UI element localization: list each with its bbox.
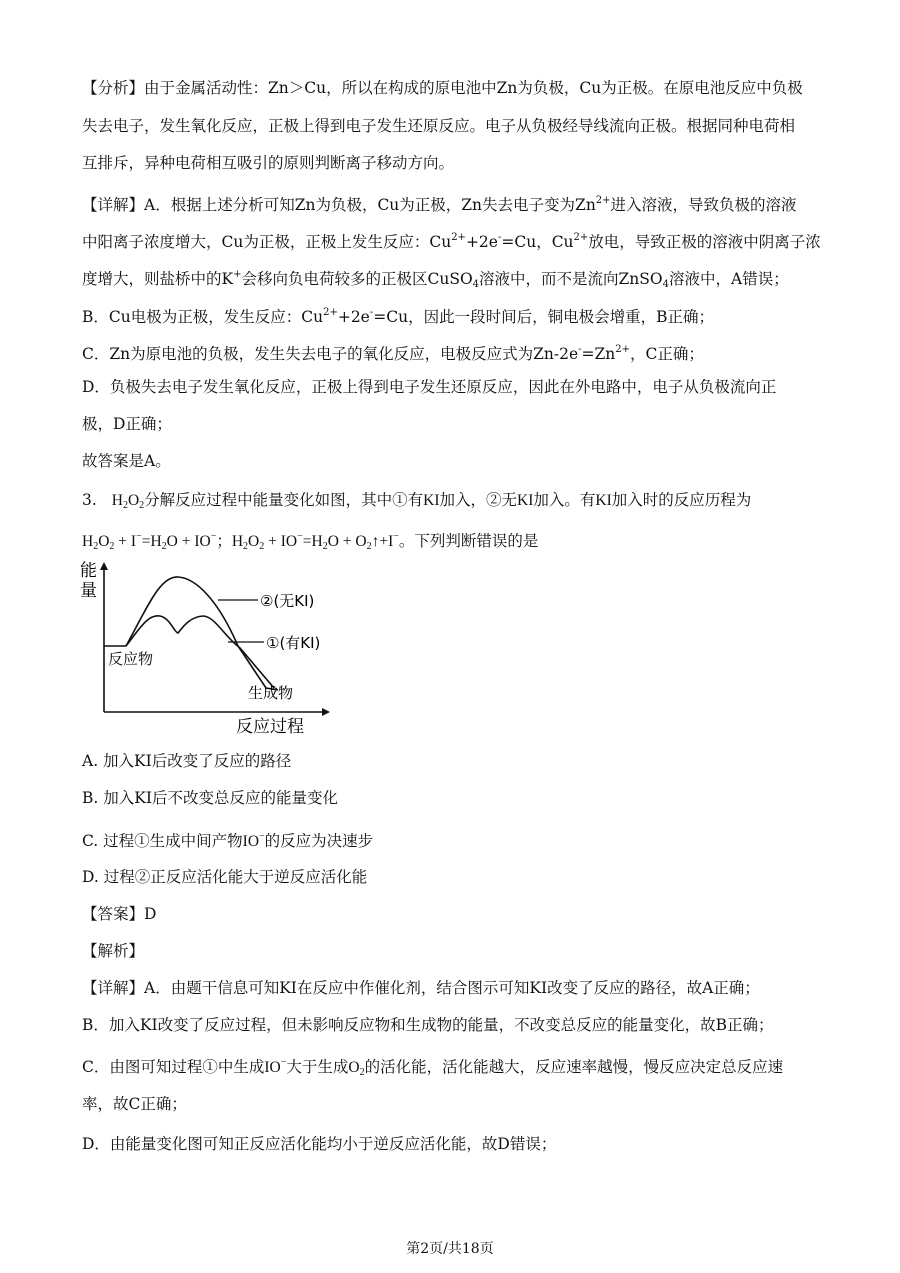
- subscript: 4: [472, 279, 480, 290]
- energy-diagram: [78, 556, 338, 736]
- text: 的反应为决速步: [264, 832, 374, 850]
- superscript: −: [210, 531, 217, 542]
- text: B．Cu电极为正极，发生反应：Cu: [82, 308, 324, 326]
- formula: KI: [517, 492, 534, 509]
- subscript: 2: [243, 541, 249, 552]
- conclusion: 故答案是A。: [82, 452, 171, 470]
- subscript: 2: [259, 541, 265, 552]
- superscript: +: [233, 269, 242, 280]
- text: =Cu，Cu: [501, 233, 574, 251]
- formula: KI: [595, 492, 612, 509]
- text: 【详解】A．根据上述分析可知Zn为负极，Cu为正极，Zn失去电子变为Zn: [82, 196, 596, 214]
- text: C．由图可知过程①中生成: [82, 1058, 265, 1076]
- text: C．Zn为原电池的负极，发生失去电子的氧化反应，电极反应式为Zn-2e: [82, 345, 579, 363]
- text: 加入时的反应历程为: [611, 491, 752, 509]
- text: 溶液中，而不是流向ZnSO: [479, 270, 663, 288]
- text: IO: [264, 1059, 281, 1076]
- detail-d-line-2: 极，D正确；: [82, 415, 172, 433]
- formula: [264, 1059, 286, 1076]
- explain-d: D．由能量变化图可知正反应活化能均小于逆反应活化能，故D错误；: [82, 1135, 557, 1153]
- text: 放电，导致正极的溶液中阴离子浓: [588, 233, 821, 251]
- text: H: [111, 492, 123, 509]
- option-a: A. 加入KI后改变了反应的路径: [82, 752, 292, 770]
- subscript: 2: [122, 500, 128, 511]
- text: O: [248, 533, 260, 550]
- text: IO: [242, 833, 260, 850]
- text: + IO: [264, 533, 298, 550]
- superscript: 2+: [323, 307, 338, 318]
- label-no-ki: ②(无KI): [260, 592, 315, 610]
- answer: 【答案】D: [82, 905, 157, 923]
- text: 度增大，则盐桥中的K: [82, 270, 234, 288]
- superscript: −: [259, 831, 265, 842]
- option-b: B. 加入KI后不改变总反应的能量变化: [82, 789, 338, 807]
- text: O + O: [327, 533, 367, 550]
- label-with-ki: ①(有KI): [266, 634, 321, 652]
- text: =H: [141, 533, 162, 550]
- text: +2e: [465, 233, 498, 251]
- text: 进入溶液，导致负极的溶液: [610, 196, 797, 214]
- text: O: [348, 1059, 360, 1076]
- explain-a: 【详解】A．由题干信息可知KI在反应中作催化剂，结合图示可知KI改变了反应的路径，故A正确；: [82, 979, 760, 997]
- detail-a-line-1: [82, 190, 797, 216]
- superscript: −: [280, 1057, 287, 1068]
- text: =Cu，因此一段时间后，铜电极会增重，B正确；: [373, 308, 714, 326]
- y-axis-label-2: 量: [80, 581, 97, 601]
- analysis-line-3: 互排斥，异种电荷相互吸引的原则判断离子移动方向。: [82, 154, 455, 172]
- formula: KI: [423, 492, 440, 509]
- text: =Zn: [581, 345, 616, 363]
- curve-no-ki: [104, 577, 278, 690]
- text: +I: [379, 533, 394, 550]
- formula: [348, 1059, 364, 1076]
- text: 加入，②无: [439, 491, 518, 509]
- subscript: 2: [366, 541, 372, 552]
- text: O: [98, 533, 110, 550]
- y-axis-label-1: 能: [80, 561, 97, 581]
- text: 加入。有: [533, 491, 596, 509]
- analysis-line-1: 【分析】由于金属活动性：Zn＞Cu，所以在构成的原电池中Zn为负极，Cu为正极。在原电池反应中负极: [82, 79, 803, 97]
- subscript: 2: [161, 541, 167, 552]
- question-3-mechanism: [82, 526, 538, 558]
- superscript: −: [136, 531, 142, 542]
- subscript: 2: [109, 541, 115, 552]
- text: =H: [302, 533, 323, 550]
- formula: [112, 492, 144, 509]
- detail-a-line-3: [82, 264, 789, 296]
- subscript: 2: [139, 500, 145, 511]
- detail-d-line-1: D．负极失去电子发生氧化反应，正极上得到电子发生还原反应，因此在外电路中，电子从负极流向正: [82, 378, 777, 396]
- question-3-stem: [82, 489, 751, 517]
- superscript: 2+: [615, 344, 631, 355]
- text: C. 过程①生成中间产物: [82, 832, 243, 850]
- text: H: [82, 533, 94, 550]
- explain-c-line-2: 率，故C正确；: [82, 1095, 187, 1113]
- subscript: 2: [359, 1067, 365, 1078]
- text: 分解反应过程中能量变化如图，其中①有: [144, 491, 424, 509]
- superscript: 2+: [573, 232, 589, 243]
- text: O: [127, 492, 140, 509]
- superscript: 2+: [595, 195, 611, 206]
- detail-b-line: [82, 302, 714, 328]
- page-footer: 第2页/共18页: [406, 1241, 494, 1257]
- text: 中阳离子浓度增大，Cu为正极，正极上发生反应：Cu: [82, 233, 452, 251]
- superscript: -: [369, 307, 374, 318]
- text: O + IO: [166, 533, 211, 550]
- subscript: 4: [662, 279, 669, 290]
- subscript: 2: [322, 541, 328, 552]
- option-d: D. 过程②正反应活化能大于逆反应活化能: [82, 868, 368, 886]
- superscript: -: [497, 232, 502, 243]
- label-reactant: 反应物: [108, 650, 154, 668]
- question-number: 3.: [82, 491, 97, 509]
- text: 会移向负电荷较多的正极区CuSO: [241, 270, 473, 288]
- text: 。下列判断错误的是: [398, 532, 539, 550]
- text: + I: [114, 533, 137, 550]
- formula: [243, 833, 265, 850]
- text: ↑: [371, 533, 380, 550]
- superscript: 2+: [451, 232, 466, 243]
- formula: [82, 533, 216, 550]
- superscript: -: [578, 344, 582, 355]
- text: ，C正确；: [630, 345, 704, 363]
- explain-c-line-1: [82, 1052, 783, 1084]
- text: +2e: [337, 308, 370, 326]
- text: ；: [216, 532, 232, 550]
- analysis-line-2: 失去电子，发生氧化反应，正极上得到电子发生还原反应。电子从负极经导线流向正极。根据同种电荷相: [82, 117, 796, 135]
- text: 的活化能，活化能越大，反应速率越慢，慢反应决定总反应速: [364, 1058, 784, 1076]
- analysis-heading: 【解析】: [82, 942, 145, 960]
- x-axis-label: 反应过程: [236, 717, 304, 736]
- explain-b: B．加入KI改变了反应过程，但未影响反应物和生成物的能量，不改变总反应的能量变化，故B正确；: [82, 1016, 774, 1034]
- detail-a-line-2: [82, 227, 821, 253]
- superscript: −: [297, 531, 303, 542]
- text: 溶液中，A错误；: [669, 270, 789, 288]
- formula: [232, 533, 399, 550]
- text: H: [231, 533, 244, 550]
- option-c: [82, 826, 373, 853]
- text: 大于生成: [286, 1058, 349, 1076]
- superscript: −: [393, 531, 399, 542]
- label-product: 生成物: [248, 684, 294, 702]
- detail-c-line: [82, 339, 704, 365]
- subscript: 2: [93, 541, 99, 552]
